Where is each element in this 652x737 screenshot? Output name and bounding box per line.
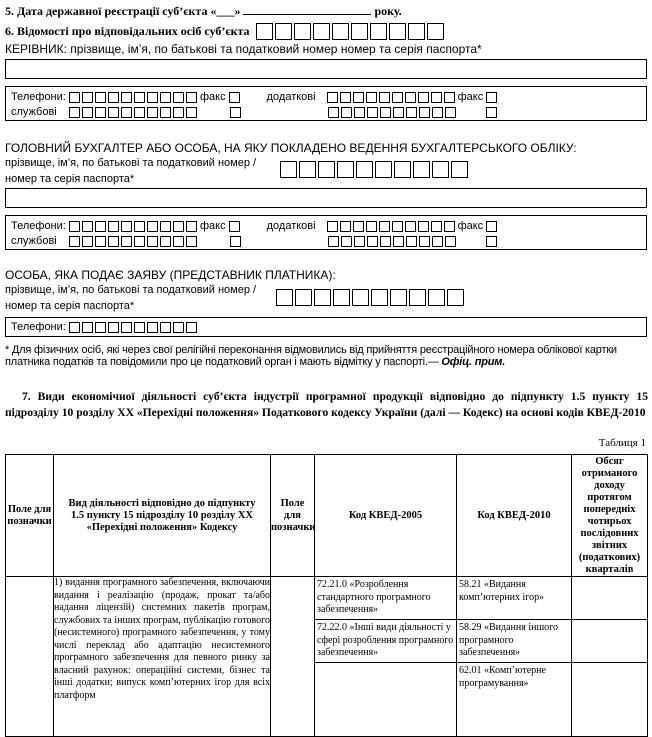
manager-service-boxes[interactable] <box>69 107 197 118</box>
accountant-code-boxes[interactable] <box>280 161 468 178</box>
registration-date-field[interactable] <box>243 4 371 15</box>
accountant-service-row <box>11 235 497 247</box>
app-phones-label: Телефони: <box>11 321 66 333</box>
manager-label: КЕРІВНИК: прізвище, ім’я, по батькові та податковий номер номер та серія паспорта* <box>5 42 482 56</box>
row-field-2[interactable] <box>271 577 315 737</box>
kved2010-item: 62.01 «Комп’ютерне програмування» <box>459 665 546 689</box>
acc-fax-label: факс <box>200 220 226 232</box>
applicant-line1: прізвище, ім’я, по батькові та податковий номер / <box>5 284 257 296</box>
applicant-phone-boxes[interactable] <box>69 322 197 333</box>
row-kved2010-cell <box>457 577 572 737</box>
activity-table <box>5 454 648 737</box>
accountant-line2: номер та серія паспорта* <box>5 173 135 185</box>
date-registration-label: 5. Дата державної реєстрації суб’єкта «___» <box>5 4 241 18</box>
accountant-service-additional-boxes[interactable] <box>328 236 456 247</box>
accountant-service-fax-checkbox[interactable] <box>230 236 241 247</box>
kved2005-item: 72.21.0 «Розроблення стандартного програмного забезпечення» <box>315 577 456 620</box>
manager-additional-boxes[interactable] <box>327 92 455 103</box>
applicant-title: ОСОБА, ЯКА ПОДАЄ ЗАЯВУ (ПРЕДСТАВНИК ПЛАТНИКА): <box>5 268 336 282</box>
accountant-fax-checkbox[interactable] <box>229 221 240 232</box>
acc-phones-label: Телефони: <box>11 220 66 232</box>
footnote-text: * Для фізичних осіб, які через свої релігійні переконання відмовились від прийняття реєстраційного номера облікової картки платника податків та повідомили про це податковий орган і мають відмітку у паспорті.— <box>5 344 617 368</box>
applicant-code-boxes[interactable] <box>276 289 464 306</box>
header-income: Обсяг отриманого доходу протягом попередніх чотирьох послідовних звітних (податкових) кварталів <box>572 455 648 577</box>
service-label: службові <box>11 106 57 118</box>
accountant-line1: прізвище, ім’я, по батькові та податковий номер / <box>5 157 257 169</box>
applicant-line2: номер та серія паспорта* <box>5 300 135 312</box>
additional-label: додаткові <box>266 91 316 103</box>
manager-phones-row <box>11 91 497 103</box>
phones-label: Телефони: <box>11 91 66 103</box>
row-kved2005-cell <box>315 577 457 737</box>
manager-phone-boxes[interactable] <box>69 92 197 103</box>
date-registration-suffix: року. <box>374 4 402 18</box>
manager-fax-checkbox[interactable] <box>229 92 240 103</box>
row-field-1[interactable] <box>6 577 54 737</box>
section7-title: 7. Види економічної діяльності суб’єкта індустрії програмної продукції відповідно до підпункту 1.5 пункту 15 підрозділу 10 розділу XX «Перехідні положення» Податкового кодексу України (далі — Кодекс) на основі кодів КВЕД-2010 <box>5 390 648 419</box>
kved2010-item: 58.29 «Видання іншого програмного забезпечення» <box>457 620 571 663</box>
manager-name-field[interactable] <box>5 59 647 79</box>
table-header-row <box>6 455 648 577</box>
accountant-name-field[interactable] <box>5 188 647 208</box>
applicant-phones-row <box>11 321 197 333</box>
kved2005-item: 72.22.0 «Інші види діяльності у сфері розроблення програмного забезпечення» <box>315 620 456 663</box>
table-row <box>6 577 648 737</box>
fax-label: факс <box>200 91 226 103</box>
accountant-service-boxes[interactable] <box>69 236 197 247</box>
accountant-fax-checkbox-2[interactable] <box>486 221 497 232</box>
header-kved2005: Код КВЕД-2005 <box>315 455 457 577</box>
section6-header <box>5 23 444 40</box>
section6-title: 6. Відомості про відповідальних осіб суб’єкта <box>5 24 250 38</box>
header-field-2: Поле для позначки <box>271 455 315 577</box>
table-label: Таблиця 1 <box>598 437 646 449</box>
header-kved2010: Код КВЕД-2010 <box>457 455 572 577</box>
accountant-phones-row <box>11 220 497 232</box>
acc-fax-label-2: факс <box>457 220 484 232</box>
row-income-cell[interactable] <box>572 577 648 737</box>
manager-service-additional-boxes[interactable] <box>328 107 456 118</box>
accountant-service-fax-checkbox-2[interactable] <box>486 236 497 247</box>
kved2010-item: 58.21 «Видання комп’ютерних ігор» <box>457 577 571 620</box>
manager-service-fax-checkbox-2[interactable] <box>486 107 497 118</box>
acc-service-label: службові <box>11 235 57 247</box>
accountant-additional-boxes[interactable] <box>327 221 455 232</box>
fax-label-2: факс <box>457 91 484 103</box>
accountant-title: ГОЛОВНИЙ БУХГАЛТЕР АБО ОСОБА, НА ЯКУ ПОКЛАДЕНО ВЕДЕННЯ БУХГАЛТЕРСЬКОГО ОБЛІКУ: <box>5 141 577 155</box>
manager-service-row <box>11 106 497 118</box>
footnote-official: Офіц. прим. <box>441 356 506 368</box>
date-registration-line <box>5 4 402 19</box>
acc-additional-label: додаткові <box>266 220 316 232</box>
manager-fax-checkbox-2[interactable] <box>486 92 497 103</box>
header-activity: Вид діяльності відповідно до підпункту 1.5 пункту 15 підрозділу 10 розділу XX «Перехідні положення» Кодексу <box>54 455 271 577</box>
footnote <box>5 344 648 368</box>
subject-code-boxes[interactable] <box>256 23 444 40</box>
manager-service-fax-checkbox[interactable] <box>230 107 241 118</box>
header-field-1: Поле для позначки <box>6 455 54 577</box>
accountant-phone-boxes[interactable] <box>69 221 197 232</box>
row-activity: 1) видання програмного забезпечення, включаючи видання і реалізацію (продаж, прокат та/або надання ліцензій) системних пакетів програм, службових та інших програм, публікацію готового (несистемного) програмного забезпечення, у тому числі переклад або адаптацію несистемного програмного забезпечення для певного ринку за власний рахунок: операційні системи, бізнес та інші додатки; випуск комп’ютерних ігор для всіх платформ <box>54 577 271 737</box>
